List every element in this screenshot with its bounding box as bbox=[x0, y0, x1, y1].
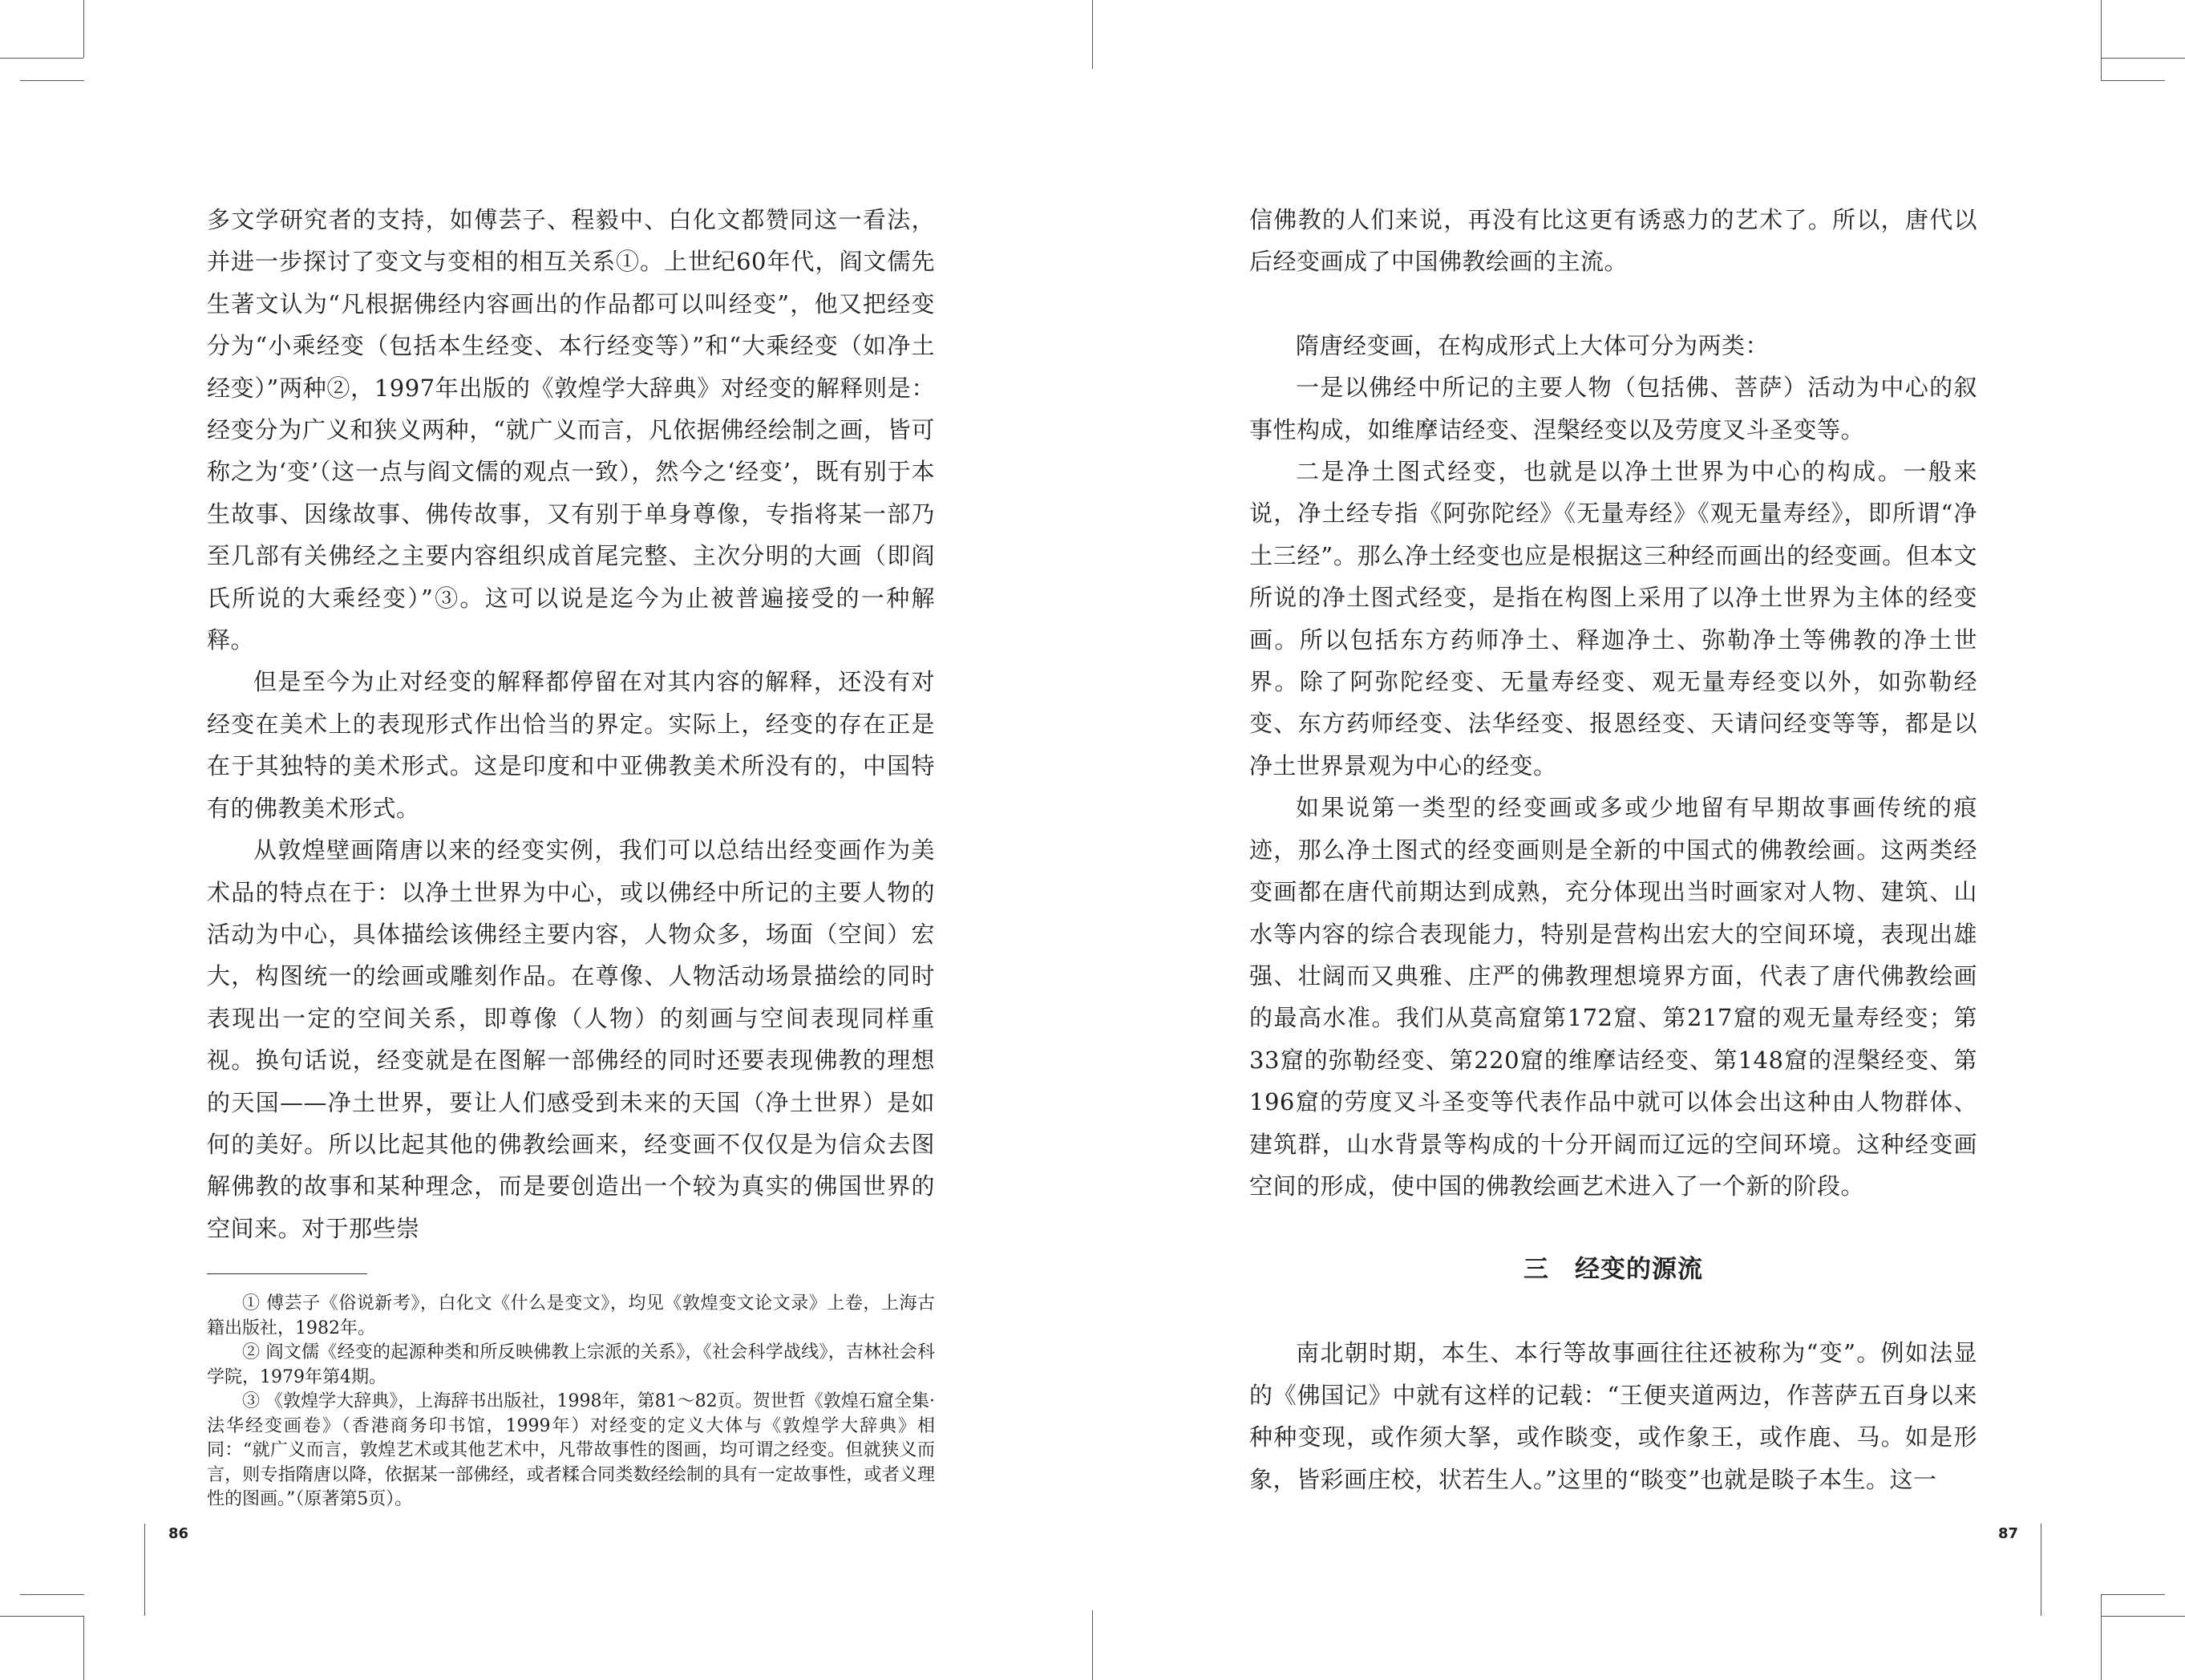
crop-mark bbox=[2101, 1616, 2185, 1617]
crop-mark bbox=[20, 80, 84, 81]
crop-mark bbox=[0, 1616, 83, 1617]
crop-mark bbox=[1092, 0, 1093, 69]
footnote: ③ 《敦煌学大辞典》，上海辞书出版社，1998年，第81～82页。贺世哲《敦煌石窟全集·法华经变画卷》（香港商务印书馆，1999年）对经变的定义大体与《敦煌学大辞典》相同：“就广义而言，敦煌艺术或其他艺术中，凡带故事性的图画，均可谓之经变。但就狭义而言，则专指隋唐以降，依据某一部佛经，或者糅合同类数经绘制的具有一定故事性，或者义理性的图画。”（原著第5页）。 bbox=[207, 1391, 935, 1510]
crop-mark bbox=[2101, 58, 2185, 59]
left-paragraph: 从敦煌壁画隋唐以来的经变实例，我们可以总结出经变画作为美术品的特点在于：以净土世界为中心，或以佛经中所记的主要人物的活动为中心，具体描绘该佛经主要内容，人物众多，场面（空间）宏大，构图统一的绘画或雕刻作品。在尊像、人物活动场景描绘的同时表现出一定的空间关系，即尊像（人物）的刻画与空间表现同样重视。换句话说，经变就是在图解一部佛经的同时还要表现佛教的理想的天国——净土世界，要让人们感受到未来的天国（净土世界）是如何的美好。所以比起其他的佛教绘画来，经变画不仅仅是为信众去图解佛教的故事和某种理念，而是要创造出一个较为真实的佛国世界的空间来。对于那些崇 bbox=[207, 836, 935, 1242]
right-paragraph: 如果说第一类型的经变画或多或少地留有早期故事画传统的痕迹，那么净土图式的经变画则是全新的中国式的佛教绘画。这两类经变画都在唐代前期达到成熟，充分体现出当时画家对人物、建筑、山水等内容的综合表现能力，特别是营构出宏大的空间环境，表现出雄强、壮阔而又典雅、庄严的佛教理想境界方面，代表了唐代佛教绘画的最高水准。我们从莫高窟第172窟、第217窟的观无量寿经变；第33窟的弥勒经变、第220窟的维摩诘经变、第148窟的涅槃经变、第196窟的劳度叉斗圣变等代表作品中就可以体会出这种由人物群体、建筑群，山水背景等构成的十分开阔而辽远的空间环境。这种经变画空间的形成，使中国的佛教绘画艺术进入了一个新的阶段。 bbox=[1249, 794, 1977, 1200]
crop-mark bbox=[83, 0, 84, 58]
crop-mark bbox=[83, 1616, 84, 1680]
heading-gap bbox=[1249, 1290, 1977, 1332]
left-page-body bbox=[207, 199, 935, 1512]
crop-mark bbox=[20, 1594, 84, 1595]
footnote-rule bbox=[207, 1273, 367, 1274]
crop-mark bbox=[144, 1524, 145, 1616]
section-heading: 三 经变的源流 bbox=[1523, 1255, 1703, 1285]
right-paragraph: 二是净土图式经变，也就是以净土世界为中心的构成。一般来说，净土经专指《阿弥陀经》《无量寿经》《观无量寿经》，即所谓“净土三经”。那么净土经变也应是根据这三种经而画出的经变画。但本文所说的净土图式经变，是指在构图上采用了以净土世界为主体的经变画。所以包括东方药师净土、释迦净土、弥勒净土等佛教的净土世界。除了阿弥陀经变、无量寿经变、观无量寿经变以外，如弥勒经变、东方药师经变、法华经变、报恩经变、天请问经变等等，都是以净土世界景观为中心的经变。 bbox=[1249, 458, 1977, 779]
crop-mark bbox=[2101, 80, 2165, 81]
crop-mark bbox=[1092, 1610, 1093, 1680]
page-number-right: 87 bbox=[1998, 1525, 2019, 1542]
left-paragraph: 多文学研究者的支持，如傅芸子、程毅中、白化文都赞同这一看法，并进一步探讨了变文与变相的相互关系①。上世纪60年代，阎文儒先生著文认为“凡根据佛经内容画出的作品都可以叫经变”，他又把经变分为“小乘经变（包括本生经变、本行经变等）”和“大乘经变（如净土经变）”两种②，1997年出版的《敦煌学大辞典》对经变的解释则是：经变分为广义和狭义两种，“就广义而言，凡依据佛经绘制之画，皆可称之为‘变’（这一点与阎文儒的观点一致），然今之‘经变’，既有别于本生故事、因缘故事、佛传故事，又有别于单身尊像，专指将某一部乃至几部有关佛经之主要内容组织成首尾完整、主次分明的大画（即阎氏所说的大乘经变）”③。这可以说是迄今为止被普遍接受的一种解释。 bbox=[207, 206, 935, 654]
crop-mark bbox=[2101, 1594, 2102, 1680]
crop-mark bbox=[2101, 1594, 2165, 1595]
crop-mark bbox=[0, 58, 83, 59]
footnote: ① 傅芸子《俗说新考》，白化文《什么是变文》，均见《敦煌变文论文录》上卷，上海古籍出版社，1982年。 bbox=[207, 1293, 935, 1338]
page-number-left: 86 bbox=[168, 1525, 189, 1542]
paragraph-gap bbox=[1249, 283, 1977, 325]
footnote: ② 阎文儒《经变的起源种类和所反映佛教上宗派的关系》，《社会科学战线》，吉林社会科学院，1979年第4期。 bbox=[207, 1342, 935, 1387]
right-paragraph: 一是以佛经中所记的主要人物（包括佛、菩萨）活动为中心的叙事性构成，如维摩诘经变、涅槃经变以及劳度叉斗圣变等。 bbox=[1249, 374, 1977, 443]
left-paragraph: 但是至今为止对经变的解释都停留在对其内容的解释，还没有对经变在美术上的表现形式作出恰当的界定。实际上，经变的存在正是在于其独特的美术形式。这是印度和中亚佛教美术所没有的，中国特有的佛教美术形式。 bbox=[207, 668, 935, 822]
right-paragraph: 信佛教的人们来说，再没有比这更有诱惑力的艺术了。所以，唐代以后经变画成了中国佛教绘画的主流。 bbox=[1249, 206, 1977, 276]
right-paragraph: 隋唐经变画，在构成形式上大体可分为两类： bbox=[1296, 331, 1770, 359]
heading-gap bbox=[1249, 1207, 1977, 1249]
crop-mark bbox=[2101, 0, 2102, 80]
right-paragraph: 南北朝时期，本生、本行等故事画往往还被称为“变”。例如法显的《佛国记》中就有这样的记载：“王便夹道两边，作菩萨五百身以来种种变现，或作须大拏，或作睒变，或作象王，或作鹿、马。如是形象，皆彩画庄校，状若生人。”这里的“睒变”也就是睒子本生。这一 bbox=[1249, 1339, 1977, 1493]
right-page-body bbox=[1249, 199, 1977, 1500]
